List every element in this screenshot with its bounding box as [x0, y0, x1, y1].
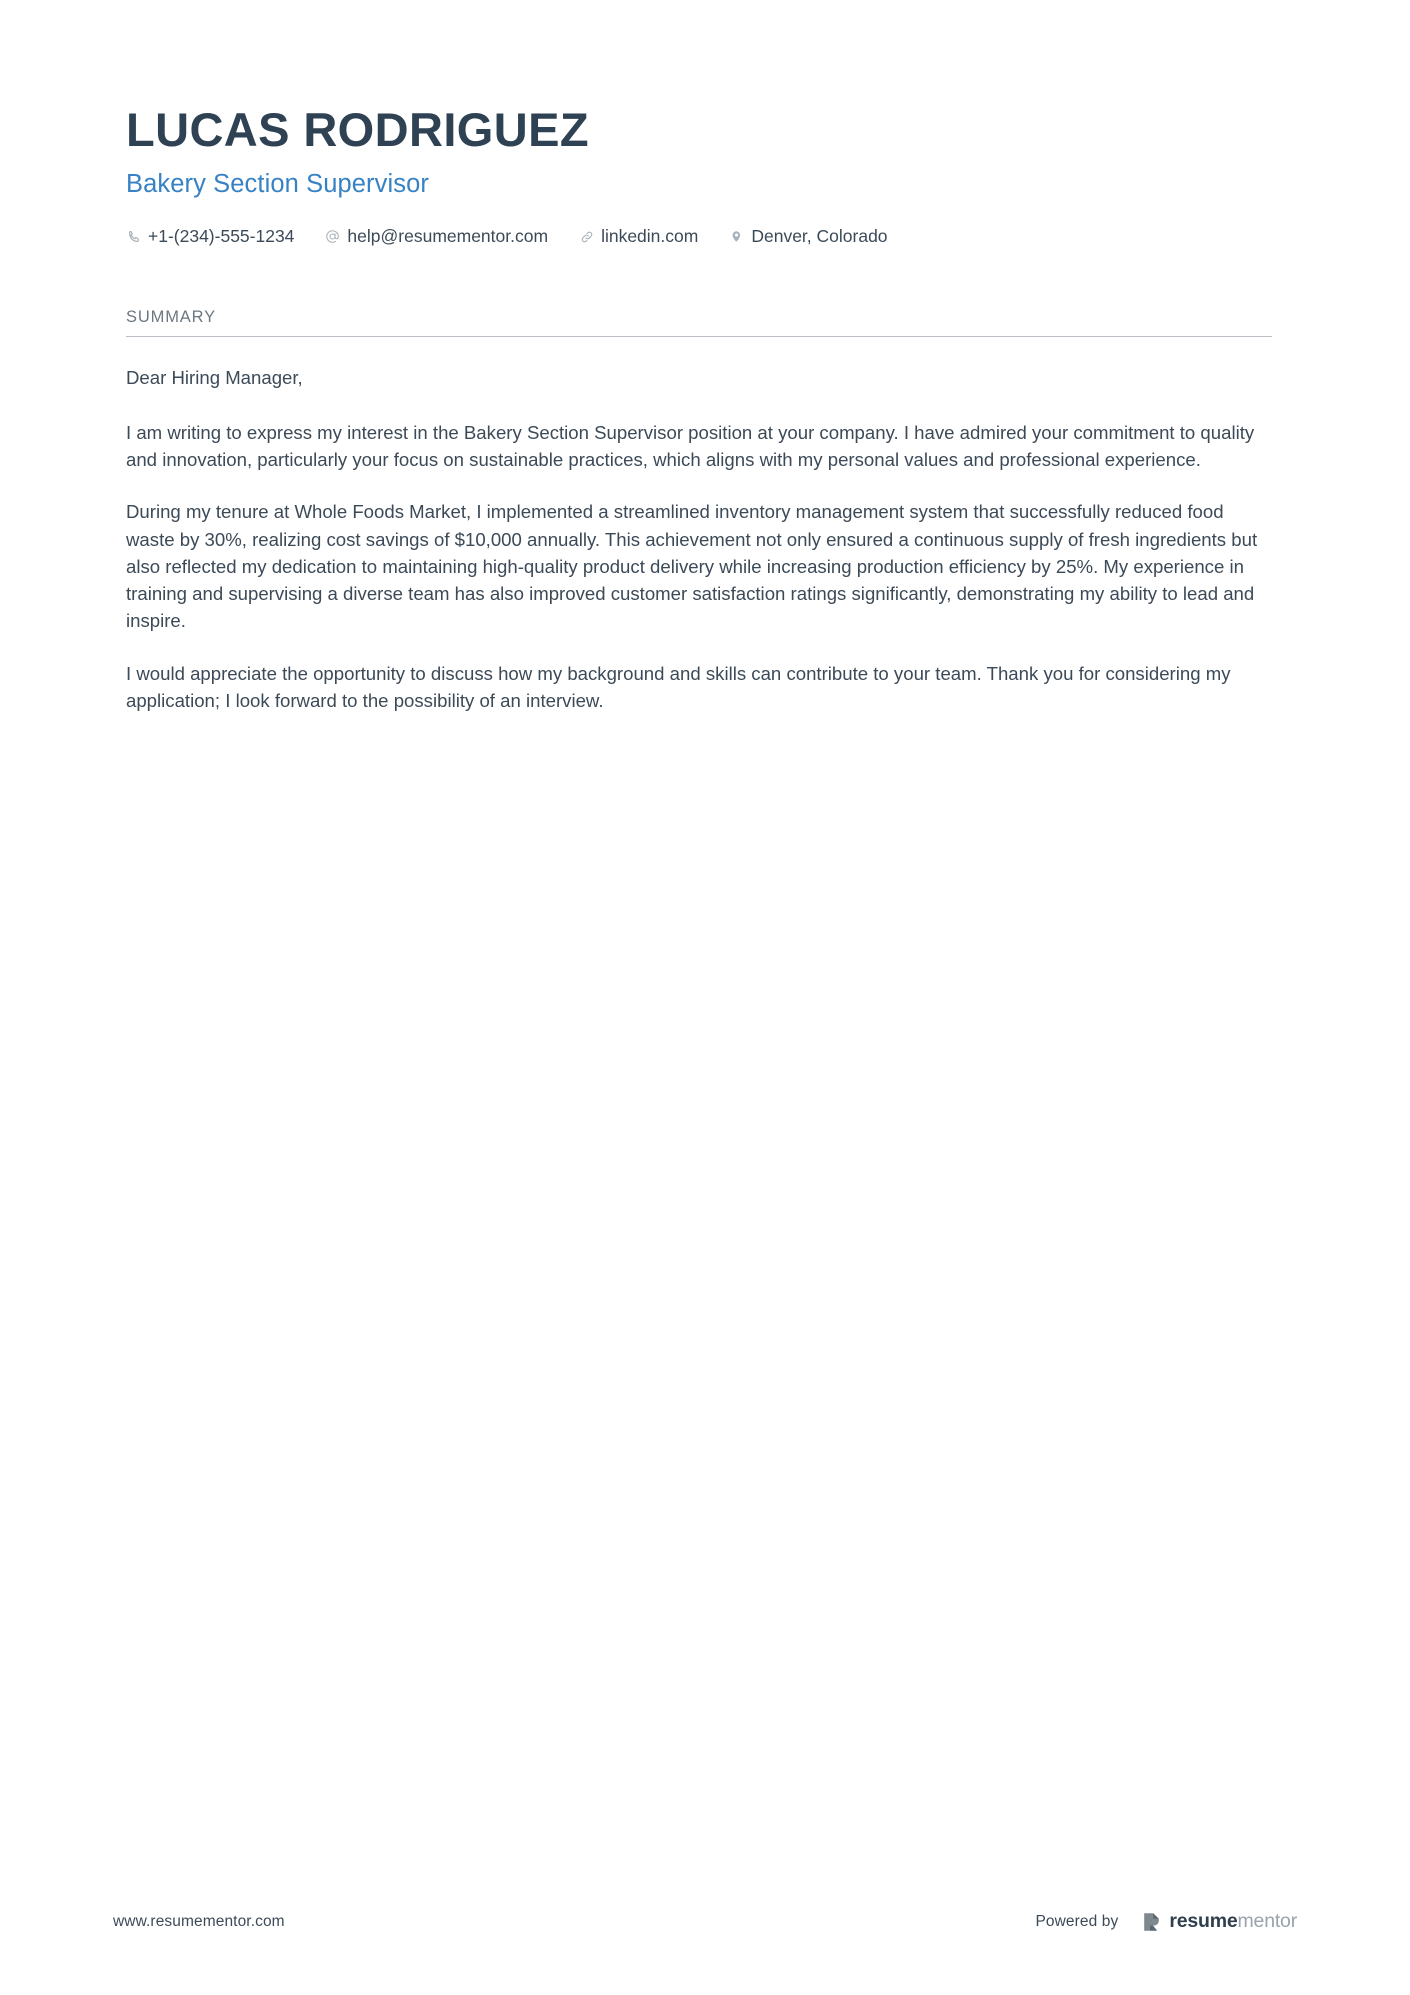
- resumementor-wordmark: [1169, 1912, 1297, 1932]
- brand-name-secondary: mentor: [1237, 1910, 1297, 1933]
- brand-name-primary: resume: [1169, 1910, 1238, 1933]
- powered-by-label: Powered by: [1035, 1913, 1119, 1930]
- contact-location: [729, 228, 887, 246]
- contact-email[interactable]: [325, 228, 548, 246]
- summary-section: [126, 308, 1272, 714]
- resumementor-mark-icon: [1142, 1911, 1161, 1933]
- contact-location-label: Denver, Colorado: [751, 226, 888, 247]
- footer-website-url[interactable]: www.resumementor.com: [113, 1913, 285, 1930]
- document-content: [126, 0, 1272, 714]
- link-icon: [579, 229, 594, 245]
- map-pin-icon: [729, 229, 744, 245]
- footer-branding: [1035, 1911, 1297, 1933]
- section-divider: [126, 336, 1272, 337]
- letter-salutation: Dear Hiring Manager,: [126, 366, 303, 388]
- phone-icon: [126, 229, 141, 245]
- contact-phone[interactable]: [126, 228, 294, 246]
- contact-linkedin[interactable]: [579, 228, 698, 246]
- resumementor-logo[interactable]: [1142, 1911, 1297, 1933]
- section-title-summary: SUMMARY: [126, 307, 216, 326]
- contact-email-label: help@resumementor.com: [347, 226, 549, 247]
- letter-paragraph: During my tenure at Whole Foods Market, I implemented a streamlined inventory management system that successfully reduced food waste by 30%, realizing cost savings of $10,000 annually. This achievement not only ensured a continuous supply of fresh ingredients but also reflected my dedication to maintaining high-quality product delivery while increasing production efficiency by 25%. My experience in training and supervising a diverse team has also improved customer satisfaction ratings significantly, demonstrating my ability to lead and inspire.: [126, 501, 1258, 632]
- contact-phone-label: +1-(234)-555-1234: [148, 226, 295, 247]
- page-footer: [113, 1911, 1297, 1933]
- document-header: [126, 0, 1272, 246]
- at-icon: [325, 229, 340, 245]
- letter-paragraph: I would appreciate the opportunity to discuss how my background and skills can contribute to your team. Thank you for considering my application; I look forward to the possibility of an interview.: [126, 662, 1231, 711]
- page-title: LUCAS RODRIGUEZ: [126, 103, 589, 156]
- letter-paragraph: I am writing to express my interest in the Bakery Section Supervisor position at your company. I have admired your commitment to quality and innovation, particularly your focus on sustainable practices, which aligns with my personal values and professional experience.: [126, 421, 1255, 471]
- contact-row: [126, 228, 1272, 246]
- contact-linkedin-label: linkedin.com: [601, 226, 699, 247]
- cover-letter-body: [126, 364, 1272, 714]
- job-title: Bakery Section Supervisor: [126, 169, 429, 198]
